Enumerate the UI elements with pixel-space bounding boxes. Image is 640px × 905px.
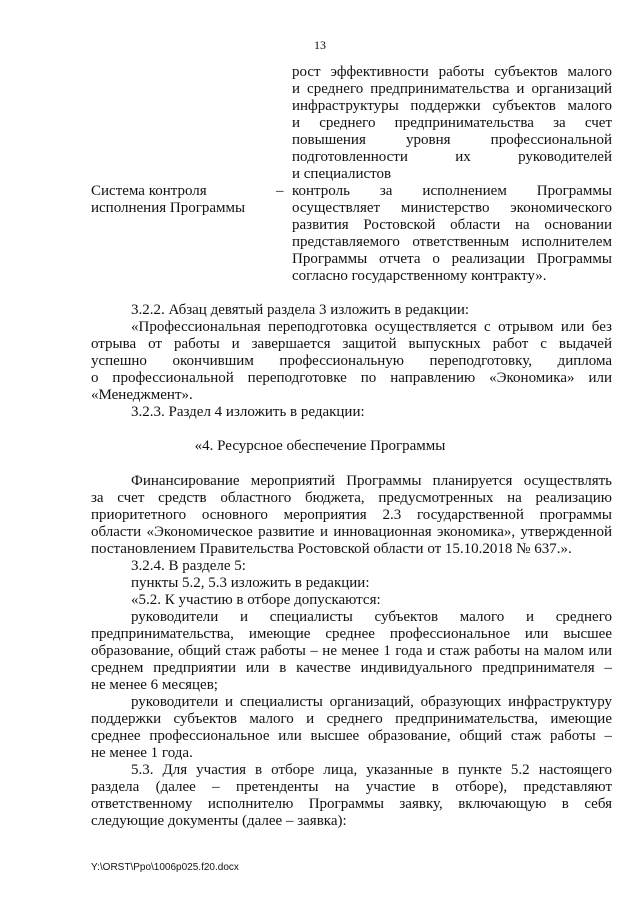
table-text-line: и специалистов [292,166,392,182]
paragraph-line: 5.3. Для участия в отборе лица, указанные в пункте 5.2 настоящего [131,762,612,778]
paragraph: пункты 5.2, 5.3 изложить в редакции: [131,575,370,591]
paragraph-line: поддержки субъектов малого и среднего предпринимательства, имеющие [91,711,612,727]
table-text-line: рост эффективности работы субъектов малого [292,64,612,80]
paragraph-line: не менее 6 месяцев; [91,677,218,693]
table-value-line: развития Ростовской области на основании [292,217,612,233]
paragraph: 3.2.2. Абзац девятый раздела 3 изложить в редакции: [131,302,470,318]
paragraph-line: «Профессиональная переподготовка осуществляется с отрывом или без [131,319,612,335]
table-value-line: контроль за исполнением Программы [292,183,612,199]
paragraph-line: руководители и специалисты организаций, образующих инфраструктуру [131,694,612,710]
paragraph-line: «Менеджмент». [91,387,193,403]
table-value-line: согласно государственному контракту». [292,268,547,284]
paragraph-line: отрыва от работы и завершается защитой выпускных работ с выдачей [91,336,612,352]
page-number: 13 [314,38,326,52]
paragraph-line: Финансирование мероприятий Программы планируется осуществлять [131,473,612,489]
paragraph: 3.2.3. Раздел 4 изложить в редакции: [131,404,365,420]
paragraph-line: постановлением Правительства Ростовской области от 15.10.2018 № 637.». [91,541,572,557]
table-value-line: Программы отчета о реализации Программы [292,251,612,267]
paragraph-line: за счет средств областного бюджета, предусмотренных на реализацию [91,490,612,506]
table-dash: – [276,183,284,199]
table-text-line: повышения уровня профессиональной [292,132,612,148]
file-path-footer: Y:\ORST\Ppo\1006p025.f20.docx [91,862,239,873]
table-value-line: осуществляет министерство экономического [292,200,612,216]
paragraph-line: о профессиональной переподготовке по направлению «Экономика» или [91,370,612,386]
table-text-line: инфраструктуры поддержки субъектов малого [292,98,612,114]
table-value-line: представляемого ответственным исполнителем [292,234,612,250]
paragraph-line: предпринимательства, имеющие среднее профессиональное или высшее [91,626,612,642]
paragraph-line: приоритетного основного мероприятия 2.3 государственной программы [91,507,612,523]
paragraph-line: области «Экономическое развитие и инновационная экономика», утвержденной [91,524,612,540]
paragraph: «5.2. К участию в отборе допускаются: [131,592,381,608]
table-text-line: и среднего предпринимательства и организаций [292,81,612,97]
paragraph-line: ответственному исполнителю Программы заявку, включающую в себя [91,796,612,812]
paragraph-line: образование, общий стаж работы – не менее 1 года и стаж работы на малом или [91,643,612,659]
table-label-line: исполнения Программы [91,200,246,216]
paragraph-line: успешно окончившим профессиональную переподготовку, диплома [91,353,612,369]
table-text-line: и среднего предпринимательства за счет [292,115,612,131]
paragraph-line: не менее 1 года. [91,745,193,761]
table-text-line: подготовленности их руководителей [292,149,612,165]
paragraph-line: следующие документы (далее – заявка): [91,813,347,829]
section-heading: «4. Ресурсное обеспечение Программы [194,438,446,454]
paragraph-line: руководители и специалисты субъектов малого и среднего [131,609,612,625]
paragraph-line: раздела (далее – претенденты на участие в отборе), представляют [91,779,612,795]
paragraph-line: среднем предприятии или в качестве индивидуального предпринимателя – [91,660,612,676]
table-label-line: Система контроля [91,183,207,199]
paragraph: 3.2.4. В разделе 5: [131,558,246,574]
paragraph-line: среднее профессиональное или высшее образование, общий стаж работы – [91,728,612,744]
